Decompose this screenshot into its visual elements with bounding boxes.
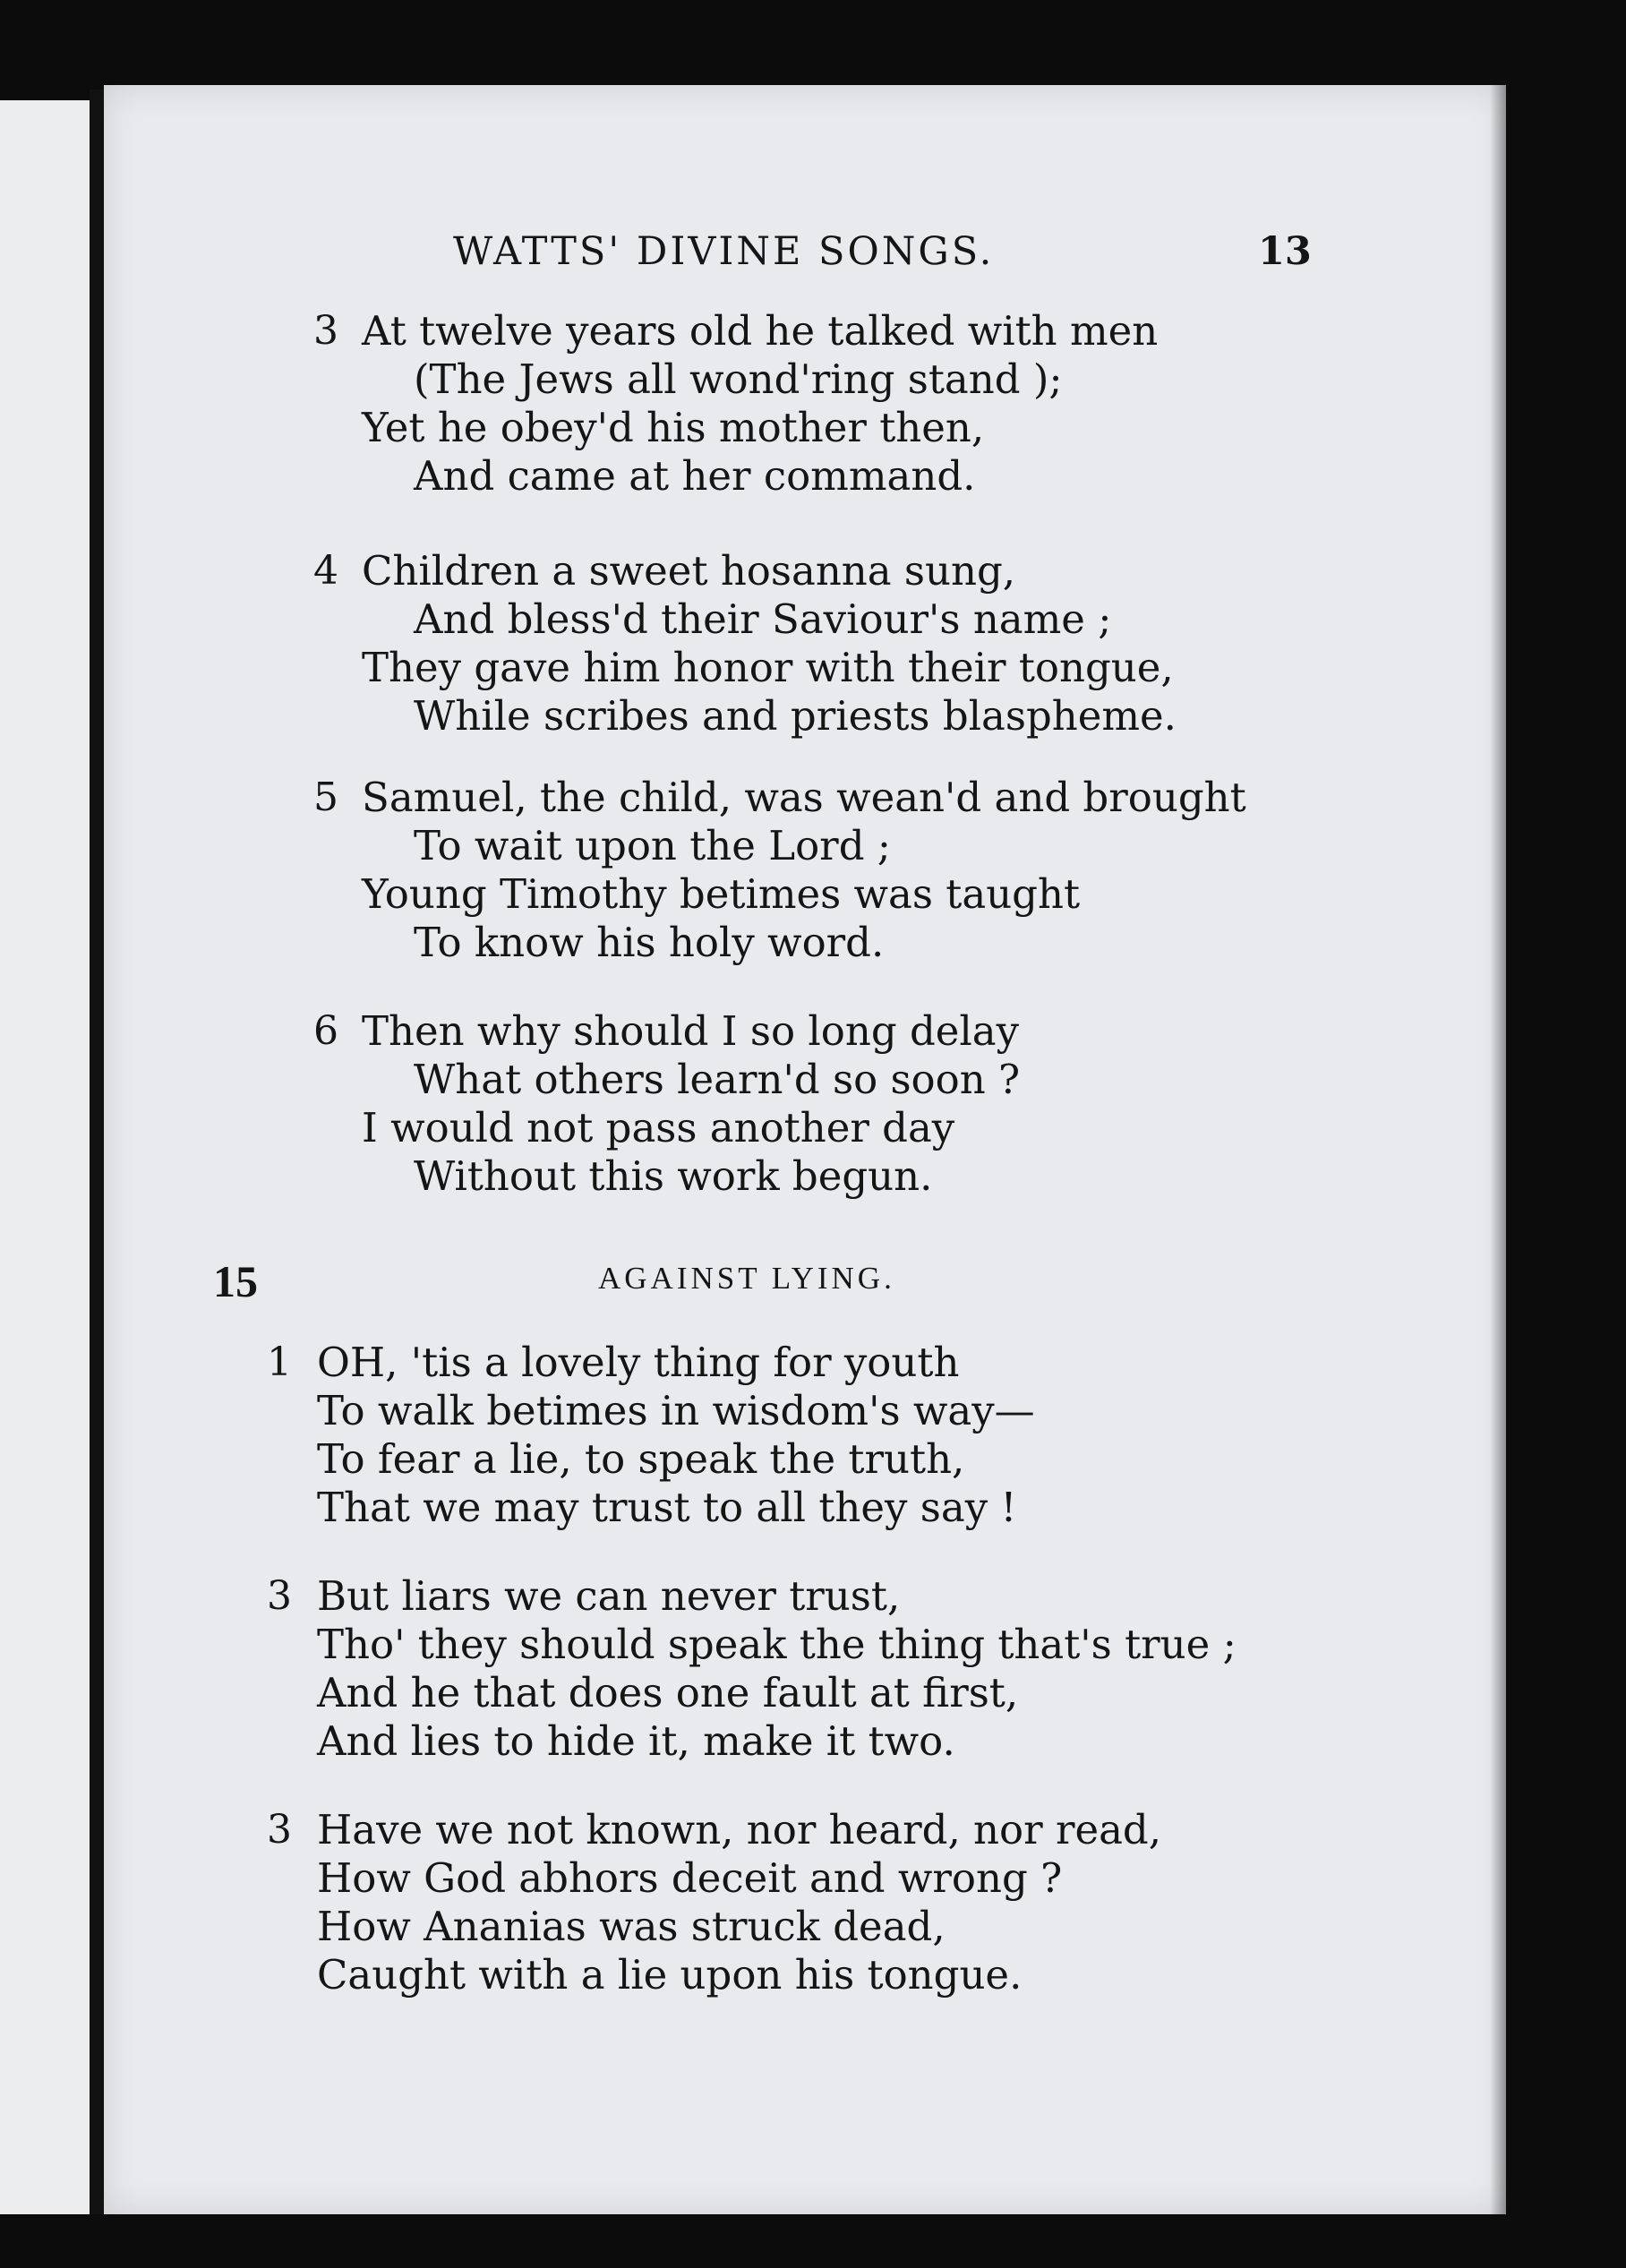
verse-line: While scribes and priests blaspheme.	[414, 692, 1177, 740]
verse-line: To walk betimes in wisdom's way—	[317, 1387, 1035, 1434]
verse-line: They gave him honor with their tongue,	[362, 644, 1174, 691]
verse-line: And bless'd their Saviour's name ;	[414, 595, 1112, 643]
stanza	[267, 1339, 1431, 1532]
verse-line: Samuel, the child, was wean'd and brought	[362, 774, 1246, 821]
verse-line: And he that does one fault at first,	[317, 1669, 1019, 1716]
verse-line: What others learn'd so soon ?	[414, 1056, 1021, 1103]
stanza-number: 5	[313, 775, 338, 820]
stanza-number: 3	[267, 1807, 292, 1853]
stanza	[267, 1572, 1431, 1766]
stanza-number: 6	[313, 1008, 338, 1054]
verse-line: Have we not known, nor heard, nor read,	[317, 1806, 1162, 1853]
verse-line: And lies to hide it, make it two.	[317, 1717, 955, 1765]
scan-bottom-border	[0, 2214, 1626, 2268]
stanza-number: 3	[313, 308, 338, 354]
verse-line: To know his holy word.	[414, 919, 885, 966]
verse-line: OH, 'tis a lovely thing for youth	[317, 1339, 960, 1386]
verse-line: Young Timothy betimes was taught	[362, 870, 1081, 918]
verse-line: (The Jews all wond'ring stand );	[414, 355, 1063, 403]
stanza	[313, 774, 1477, 967]
page-shadow	[1490, 85, 1506, 2214]
verse-line: Yet he obey'd his mother then,	[362, 404, 985, 451]
stanza-number: 4	[313, 548, 338, 594]
verse-line: That we may trust to all they say !	[317, 1484, 1017, 1531]
stanza	[313, 547, 1477, 740]
stanza	[313, 307, 1477, 501]
verse-line: Without this work begun.	[414, 1152, 933, 1200]
hymn-title: AGAINST LYING.	[598, 1261, 895, 1296]
verse-line: Then why should I so long delay	[362, 1007, 1020, 1055]
stanza	[313, 1007, 1477, 1201]
verse-line: And came at her command.	[414, 452, 976, 500]
verse-line: But liars we can never trust,	[317, 1572, 901, 1620]
verse-line: To fear a lie, to speak the truth,	[317, 1435, 965, 1483]
verse-line: Tho' they should speak the thing that's true ;	[317, 1621, 1237, 1668]
verse-line: How Ananias was struck dead,	[317, 1903, 946, 1950]
page-number: 13	[1258, 229, 1312, 274]
verse-line: To wait upon the Lord ;	[414, 822, 891, 869]
running-head: WATTS' DIVINE SONGS.	[453, 229, 995, 274]
verse-line: At twelve years old he talked with men	[362, 307, 1159, 355]
verse-line: Caught with a lie upon his tongue.	[317, 1951, 1023, 1998]
verse-line: Children a sweet hosanna sung,	[362, 547, 1016, 595]
book-gutter	[90, 90, 104, 2238]
stanza	[267, 1806, 1431, 1999]
stanza-number: 3	[267, 1573, 292, 1619]
verse-line: I would not pass another day	[362, 1104, 955, 1151]
hymn-number: 15	[213, 1256, 258, 1306]
stanza-number: 1	[267, 1339, 292, 1385]
verse-line: How God abhors deceit and wrong ?	[317, 1854, 1063, 1902]
facing-page-edge	[0, 100, 90, 2231]
